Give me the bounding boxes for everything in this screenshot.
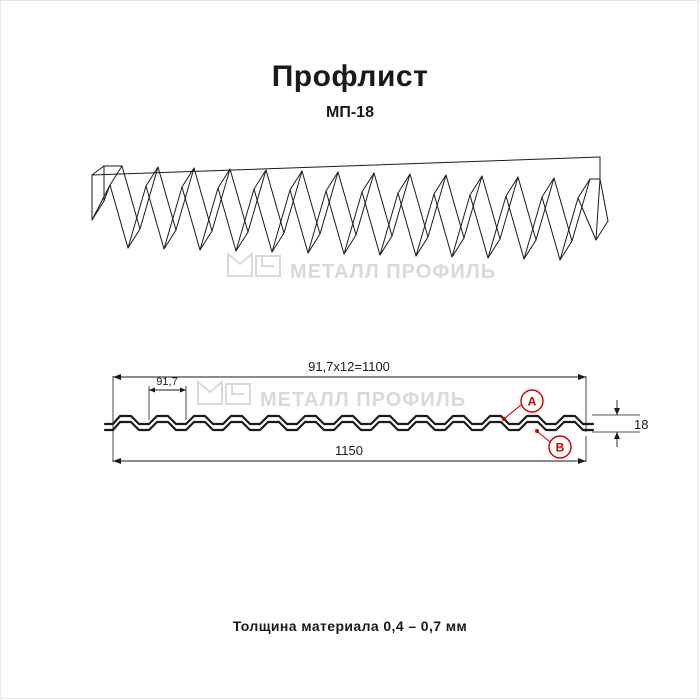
dim-label-profile-height: 18	[634, 417, 649, 432]
watermark-text-1: МЕТАЛЛ ПРОФИЛЬ	[290, 261, 497, 283]
dim-label-overall-width: 1150	[335, 443, 363, 458]
dim-line-overall-width	[113, 458, 586, 464]
callout-b-label: B	[555, 440, 565, 455]
page-title: Профлист	[271, 60, 429, 93]
product-code: МП-18	[326, 104, 374, 121]
callout-b-point	[535, 429, 539, 433]
watermark-logo-1	[228, 254, 496, 283]
callout-b	[535, 429, 571, 458]
material-thickness-note: Толщина материала 0,4 – 0,7 мм	[232, 618, 468, 634]
dim-label-total-pitch: 91,7х12=1100	[308, 359, 390, 374]
perspective-view	[92, 157, 608, 260]
watermark-logo-2	[198, 382, 466, 411]
callout-b-leader	[538, 432, 550, 442]
callout-a-point	[502, 417, 506, 421]
dim-line-total-pitch	[113, 374, 586, 380]
dim-line-profile-height	[614, 400, 620, 447]
callout-a-leader	[505, 405, 521, 418]
callout-a-label: A	[527, 394, 537, 409]
dim-label-single-pitch: 91,7	[156, 376, 178, 388]
watermark-text-2: МЕТАЛЛ ПРОФИЛЬ	[260, 389, 467, 411]
dim-line-single-pitch	[149, 388, 186, 393]
